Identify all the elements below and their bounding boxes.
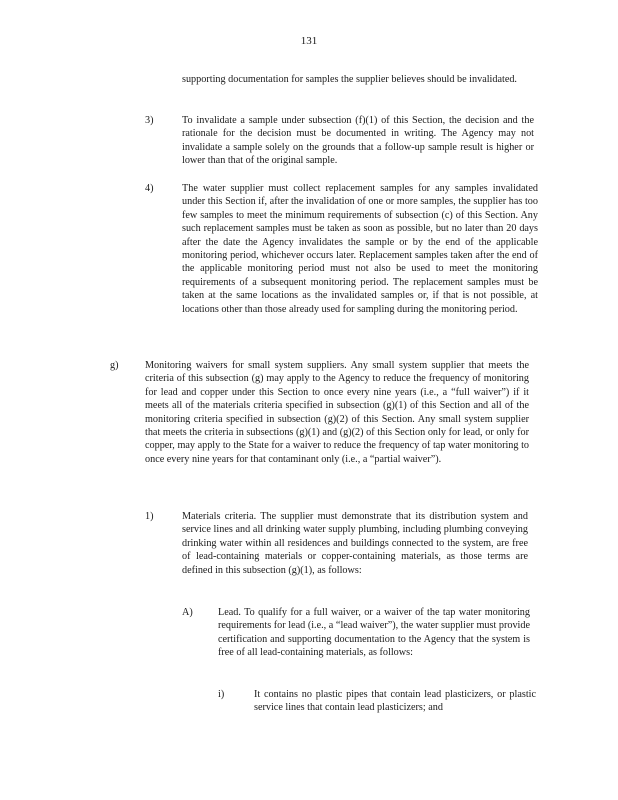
page-number: 131: [300, 35, 318, 47]
item-g1A-text: Lead. To qualify for a full waiver, or a waiver of the tap water monitoring requirements for lead (i.e., a “lead waiver”), the water supplier must provide certification and supporting documentation to the Agency that the system is free of all lead-containing materials, as follows:: [218, 607, 530, 659]
item-3-text: To invalidate a sample under subsection (f)(1) of this Section, the decision and the rationale for the decision must be documented in writing. The Agency may not invalidate a sample solely on the grounds that a follow-up sample result is higher or lower than that of the original sample.: [182, 115, 534, 167]
item-4-text: The water supplier must collect replacement samples for any samples invalidated under this Section if, after the invalidation of one or more samples, the supplier has too few samples to meet the minimum requirements of subsection (c) of this Section. Any such replacement samples must be taken as soon as possible, but no later than 20 days after the date the Agency invalidates the sample or by the end of the applicable monitoring period, whichever occurs later. Replacement samples taken after the end of the applicable monitoring period must not also be used to meet the monitoring requirements of a subsequent monitoring period. The replacement samples must be taken at the same locations as the invalidated samples or, if that is not possible, at locations other than those already used for sampling during the monitoring period.: [182, 183, 538, 315]
item-g1Ai-text: It contains no plastic pipes that contain lead plasticizers, or plastic service lines that contain lead plasticizers; and: [254, 689, 536, 714]
item-4-label: 4): [145, 183, 154, 194]
item-g1-text: Materials criteria. The supplier must demonstrate that its distribution system and service lines and all drinking water supply plumbing, including plumbing conveying drinking water within all residences and buildings connected to the system, are free of lead-containing materials or copper-containing materials, as those terms are defined in this subsection (g)(1), as follows:: [182, 511, 528, 576]
item-g1-label: 1): [145, 511, 154, 522]
item-g-label: g): [110, 360, 119, 371]
item-g1Ai-label: i): [218, 689, 225, 700]
item-g-text: Monitoring waivers for small system suppliers. Any small system supplier that meets the criteria of this subsection (g) may apply to the Agency to reduce the frequency of monitoring for lead and copper under this Section to once every nine years (i.e., a “full waiver”) if it meets all of the materials criteria specified in subsection (g)(1) of this Section and all of the monitoring criteria specified in subsection (g)(2) of this Section. Any small system supplier that meets the criteria in subsections (g)(1) and (g)(2) of this Section only for lead, or only for copper, may apply to the State for a waiver to reduce the frequency of tap water monitoring to once every nine years for that contaminant only (i.e., a “partial waiver”).: [145, 360, 529, 465]
item-g1A-label: A): [182, 607, 193, 618]
continuation-paragraph: supporting documentation for samples the supplier believes should be invalidated.: [182, 74, 517, 85]
item-3-label: 3): [145, 115, 154, 126]
